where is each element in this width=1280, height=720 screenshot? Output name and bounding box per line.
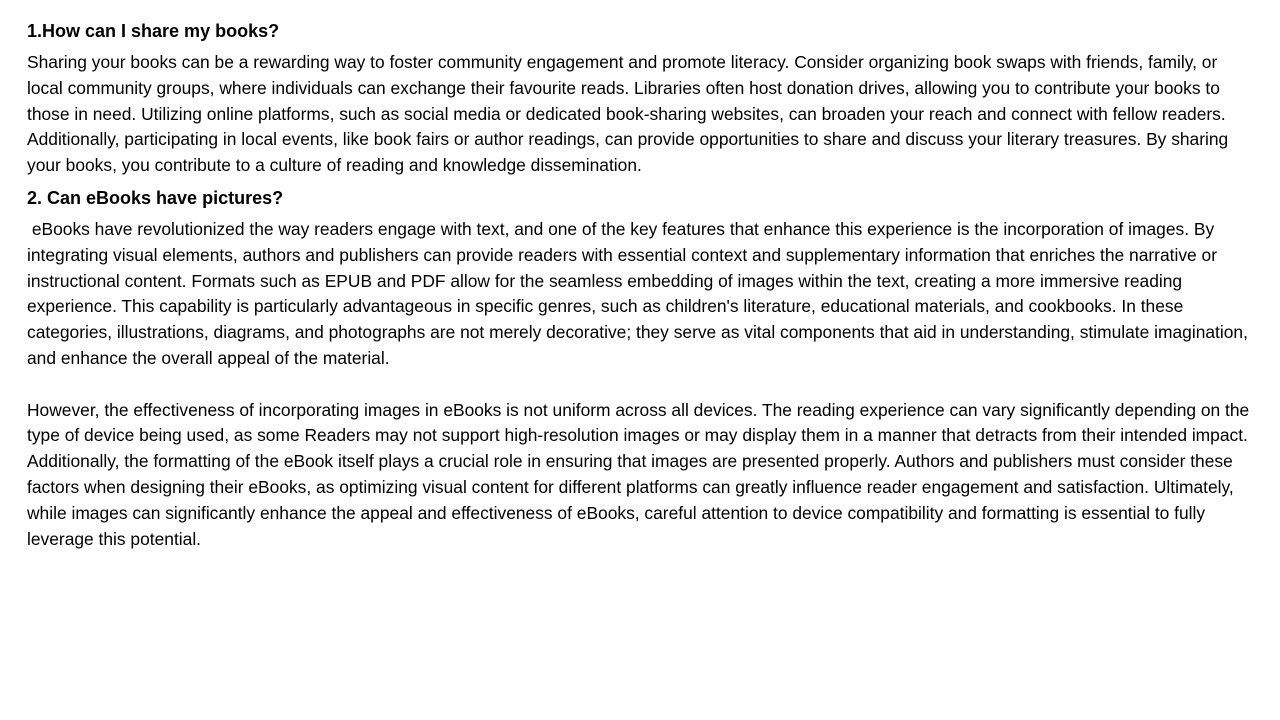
faq-item-share-books (27, 18, 1256, 179)
faq-question-heading: 1.How can I share my books? (27, 21, 280, 41)
faq-answer-paragraph: However, the effectiveness of incorporating images in eBooks is not uniform across all devices. The reading experience can vary significantly depending on the type of device being used, as some Readers may not support high-resolution images or may display them in a manner that detracts from their intended impact. Additionally, the formatting of the eBook itself plays a crucial role in ensuring that images are presented properly. Authors and publishers must consider these factors when designing their eBooks, as optimizing visual content for different platforms can greatly influence reader engagement and satisfaction. Ultimately, while images can significantly enhance the appeal and effectiveness of eBooks, careful attention to device compatibility and formatting is essential to fully leverage this potential. (27, 399, 1255, 549)
faq-item-ebook-pictures (27, 185, 1256, 552)
faq-answer-paragraph: Sharing your books can be a rewarding way to foster community engagement and promote literacy. Consider organizing book swaps with friends, family, or local community groups, where individuals can exchange their favourite reads. Libraries often host donation drives, allowing you to contribute your books to those in need. Utilizing online platforms, such as social media or dedicated book-sharing websites, can broaden your reach and connect with fellow readers. Additionally, participating in local events, like book fairs or author readings, can provide opportunities to share and discuss your literary treasures. By sharing your books, you contribute to a culture of reading and knowledge dissemination. (27, 52, 1234, 176)
faq-answer-paragraph: eBooks have revolutionized the way readers engage with text, and one of the key features that enhance this experience is the incorporation of images. By integrating visual elements, authors and publishers can provide readers with essential context and supplementary information that enriches the narrative or instructional content. Formats such as EPUB and PDF allow for the seamless embedding of images within the text, creating a more immersive reading experience. This capability is particularly advantageous in specific genres, such as children's literature, educational materials, and cookbooks. In these categories, illustrations, diagrams, and photographs are not merely decorative; they serve as vital components that aid in understanding, stimulate imagination, and enhance the overall appeal of the material. (27, 218, 1253, 368)
faq-question-heading: 2. Can eBooks have pictures? (27, 187, 284, 208)
